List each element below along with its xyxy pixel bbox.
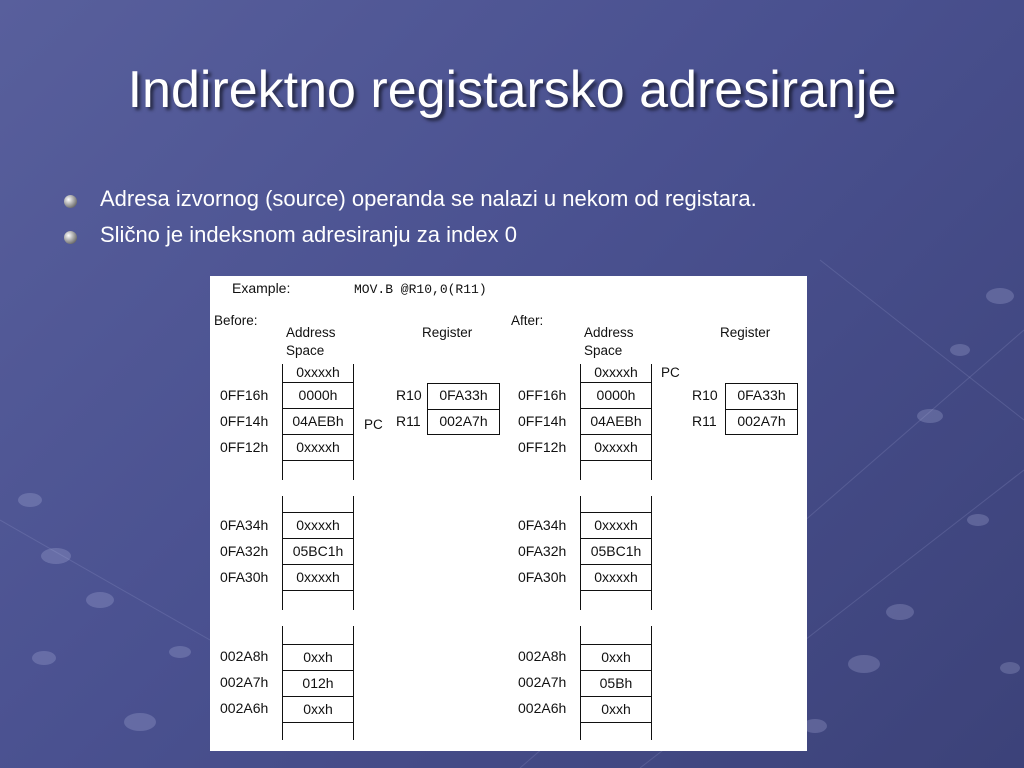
- memory-address: 0FA30h: [220, 569, 269, 585]
- bullet-text: Slično je indeksnom adresiranju za index 0: [100, 222, 518, 247]
- memory-cell: 0xxxxh: [594, 517, 638, 533]
- addressing-example-figure: [210, 276, 807, 751]
- memory-address: 0FF16h: [220, 387, 269, 403]
- memory-address: 002A7h: [220, 674, 269, 690]
- memory-address: 002A7h: [518, 674, 567, 690]
- bullet-text: Adresa izvornog (source) operanda se nalazi u nekom od registara.: [100, 186, 757, 211]
- after-label: After:: [511, 313, 544, 328]
- register-name: R11: [396, 413, 421, 429]
- memory-cell: 05BC1h: [590, 543, 642, 559]
- memory-cell: 012h: [302, 675, 334, 691]
- example-instruction: MOV.B @R10,0(R11): [354, 282, 487, 297]
- memory-address: 0FA30h: [518, 569, 567, 585]
- bullet-icon: [64, 231, 77, 244]
- memory-cell: 0xxxxh: [594, 569, 638, 585]
- memory-cell: 05Bh: [599, 675, 633, 691]
- memory-address: 0FA32h: [518, 543, 567, 559]
- before-pc-label: PC: [364, 417, 383, 432]
- after-address-space-label: Address Space: [584, 325, 634, 358]
- bullet-item: [64, 222, 964, 258]
- memory-cell: 0xxxxh: [296, 517, 340, 533]
- memory-address: 0FA32h: [220, 543, 269, 559]
- memory-cell: 0xxxxh: [296, 364, 340, 380]
- memory-cell: 0xxxxh: [296, 439, 340, 455]
- memory-address: 0FF16h: [518, 387, 567, 403]
- memory-cell: 0xxh: [601, 649, 631, 665]
- memory-cell: 0xxh: [601, 701, 631, 717]
- memory-cell: 04AEBh: [590, 413, 642, 429]
- register-name: R10: [396, 387, 422, 403]
- memory-cell: 0xxxxh: [296, 569, 340, 585]
- before-register-label: Register: [422, 325, 473, 340]
- register-value: 002A7h: [737, 413, 786, 429]
- register-value: 002A7h: [439, 413, 488, 429]
- after-register-label: Register: [720, 325, 771, 340]
- before-label: Before:: [214, 313, 258, 328]
- memory-address: 0FF12h: [518, 439, 567, 455]
- memory-address: 0FA34h: [220, 517, 269, 533]
- register-value: 0FA33h: [737, 387, 786, 403]
- memory-address: 002A6h: [220, 700, 269, 716]
- memory-cell: 0xxh: [303, 701, 333, 717]
- memory-address: 0FF12h: [220, 439, 269, 455]
- register-name: R11: [692, 413, 717, 429]
- memory-cell: 0000h: [596, 387, 636, 403]
- memory-address: 002A6h: [518, 700, 567, 716]
- memory-address: 0FA34h: [518, 517, 567, 533]
- slide-title: Indirektno registarsko adresiranje: [127, 61, 897, 119]
- memory-address: 002A8h: [518, 648, 567, 664]
- memory-cell: 0xxxxh: [594, 364, 638, 380]
- bullet-list: [64, 186, 964, 258]
- after-pc-label: PC: [661, 365, 680, 380]
- memory-cell: 0000h: [298, 387, 338, 403]
- memory-address: 0FF14h: [220, 413, 269, 429]
- memory-address: 0FF14h: [518, 413, 567, 429]
- example-label: Example:: [232, 280, 291, 296]
- before-address-space-label: Address Space: [286, 325, 336, 358]
- register-name: R10: [692, 387, 718, 403]
- bullet-item: [64, 186, 964, 222]
- memory-cell: 0xxh: [303, 649, 333, 665]
- memory-cell: 05BC1h: [292, 543, 344, 559]
- bullet-icon: [64, 195, 77, 208]
- register-value: 0FA33h: [439, 387, 488, 403]
- memory-cell: 0xxxxh: [594, 439, 638, 455]
- memory-address: 002A8h: [220, 648, 269, 664]
- memory-cell: 04AEBh: [292, 413, 344, 429]
